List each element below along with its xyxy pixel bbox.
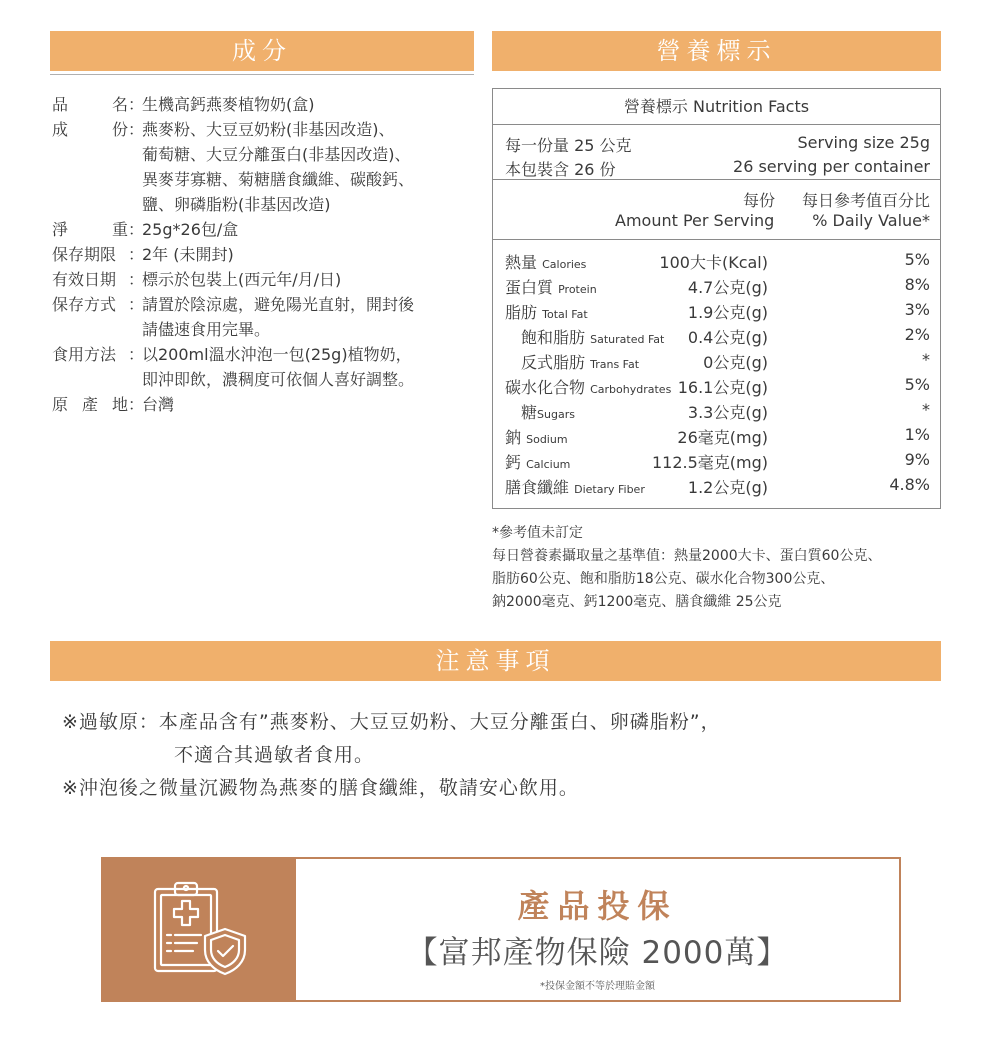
servings-en: 26 serving per container <box>733 157 930 176</box>
nutrient-name <box>505 375 671 398</box>
ingredient-value: 葡萄糖、大豆分離蛋白(非基因改造)、 <box>142 145 411 164</box>
nutrient-name-en: Calcium <box>526 458 571 471</box>
nutrient-amount: 100大卡(Kcal) <box>659 253 768 272</box>
notice-heading: 注意事項 <box>50 641 941 681</box>
nutrient-name-cn: 糖 <box>521 403 538 422</box>
nutrient-amount: 1.9公克(g) <box>687 303 768 322</box>
serving-info <box>493 125 940 180</box>
ingredient-row <box>52 392 472 417</box>
ingredient-row <box>52 217 472 242</box>
nutrient-name-en: Trans Fat <box>590 358 640 371</box>
ingredient-colon <box>128 192 142 217</box>
nutrient-name-cn: 熱量 <box>505 253 538 272</box>
nutrition-column-header <box>493 180 940 240</box>
nutrient-name-en: Calories <box>542 258 587 271</box>
ingredient-value: 台灣 <box>142 395 175 414</box>
ingredient-label: 成 份 <box>52 120 128 139</box>
nutrient-name-en: Dietary Fiber <box>574 483 645 496</box>
ingredient-colon: ： <box>128 245 145 264</box>
footnote-line: *參考值未訂定 <box>492 525 583 541</box>
nutrition-facts-title: 營養標示 Nutrition Facts <box>493 89 940 125</box>
nutrient-name-en: Total Fat <box>542 308 588 321</box>
sediment-notice: ※沖泡後之微量沉澱物為燕麥的膳食纖維，敬請安心飲用。 <box>62 777 579 799</box>
nutrient-name-cn: 鈣 <box>505 453 522 472</box>
ingredient-value: 請儘速食用完畢。 <box>142 320 271 339</box>
servings-cn: 本包裝含 26 份 <box>505 160 616 179</box>
nutrition-row <box>493 248 940 273</box>
nutrient-daily-value: 9% <box>904 450 930 469</box>
serving-size-en: Serving size 25g <box>797 133 930 152</box>
nutrient-name-en: Protein <box>558 283 597 296</box>
ingredient-label: 有效日期 <box>52 270 117 289</box>
nutrient-name-cn: 脂肪 <box>505 303 538 322</box>
ingredient-label <box>52 367 128 392</box>
insurance-title: 產品投保 <box>517 887 678 925</box>
ingredient-row <box>52 292 472 317</box>
ingredients-heading: 成分 <box>50 31 474 71</box>
ingredient-label: 保存期限 <box>52 245 117 264</box>
nutrient-name-cn: 蛋白質 <box>505 278 554 297</box>
footnote-line: 每日營養素攝取量之基準值：熱量2000大卡、蛋白質60公克、 <box>492 548 882 564</box>
nutrient-amount: 0.4公克(g) <box>687 328 768 347</box>
nutrition-row <box>493 423 940 448</box>
ingredient-row <box>52 342 472 367</box>
nutrient-amount: 1.2公克(g) <box>687 478 768 497</box>
ingredients-divider <box>50 74 474 75</box>
nutrient-daily-value: 3% <box>904 300 930 319</box>
ingredient-label <box>52 192 128 217</box>
nutrient-daily-value: 5% <box>904 375 930 394</box>
nutrition-rows <box>493 240 940 498</box>
ingredient-value: 燕麥粉、大豆豆奶粉(非基因改造)、 <box>142 120 395 139</box>
ingredient-label: 保存方式 <box>52 295 117 314</box>
insurance-box <box>101 857 901 1002</box>
insurance-icon-panel <box>103 859 296 1000</box>
nutrient-name-en: Carbohydrates <box>590 383 672 396</box>
ingredient-label: 淨 重 <box>52 220 128 239</box>
ingredients-list <box>52 92 472 417</box>
nutrient-daily-value: 1% <box>904 425 930 444</box>
nutrient-name <box>521 325 664 348</box>
nutrition-row <box>493 348 940 373</box>
serving-size-cn: 每一份量 25 公克 <box>505 136 632 155</box>
ingredient-row <box>52 242 472 267</box>
nutrient-amount: 26毫克(mg) <box>677 428 768 447</box>
nutrition-facts-table <box>492 88 941 509</box>
ingredient-value: 以200ml溫水沖泡一包(25g)植物奶， <box>142 345 412 364</box>
ingredient-value: 即沖即飲，濃稠度可依個人喜好調整。 <box>142 370 415 389</box>
nutrient-daily-value: 4.8% <box>889 475 930 494</box>
nutrient-name <box>505 275 597 298</box>
nutrient-name-en: Sodium <box>526 433 568 446</box>
ingredient-label: 食用方法 <box>52 345 117 364</box>
nutrient-name-cn: 鈉 <box>505 428 522 447</box>
daily-value-cn: 每日參考值百分比 <box>801 191 930 210</box>
nutrition-row <box>493 473 940 498</box>
nutrition-row <box>493 448 940 473</box>
nutrient-name-cn: 飽和脂肪 <box>521 328 586 347</box>
ingredient-row <box>52 317 472 342</box>
nutrient-daily-value: 8% <box>904 275 930 294</box>
ingredient-colon: ： <box>128 270 145 289</box>
nutrient-name <box>505 250 586 273</box>
ingredient-value: 異麥芽寡糖、菊糖膳食纖維、碳酸鈣、 <box>142 170 415 189</box>
ingredient-colon <box>128 167 142 192</box>
ingredient-value: 2年 (未開封) <box>142 245 234 264</box>
ingredient-colon: ： <box>128 345 145 364</box>
ingredient-colon <box>128 367 142 392</box>
ingredient-row <box>52 142 472 167</box>
ingredient-label: 原 產 地 <box>52 395 128 414</box>
ingredient-colon: ： <box>128 395 145 414</box>
ingredient-value: 生機高鈣燕麥植物奶(盒) <box>142 95 315 114</box>
nutrient-name-cn: 膳食纖維 <box>505 478 570 497</box>
nutrient-name-cn: 碳水化合物 <box>505 378 586 397</box>
ingredient-colon <box>128 142 142 167</box>
clipboard-shield-icon <box>149 877 253 981</box>
ingredient-colon: ： <box>128 295 145 314</box>
ingredient-colon: ： <box>128 95 145 114</box>
per-serving-cn: 每份 <box>743 191 776 210</box>
nutrient-daily-value: 2% <box>904 325 930 344</box>
ingredient-value: 25g*26包/盒 <box>142 220 239 239</box>
ingredient-row <box>52 167 472 192</box>
ingredient-row <box>52 117 472 142</box>
footnote-line: 鈉2000毫克、鈣1200毫克、膳食纖維 25公克 <box>492 594 782 610</box>
nutrition-row <box>493 373 940 398</box>
nutrient-amount: 3.3公克(g) <box>687 403 768 422</box>
nutrient-name-cn: 反式脂肪 <box>521 353 586 372</box>
ingredient-row <box>52 92 472 117</box>
nutrient-name <box>505 425 568 448</box>
ingredient-row <box>52 192 472 217</box>
allergen-notice-cont: 不適合其過敏者食用。 <box>174 744 375 766</box>
ingredient-colon <box>128 317 142 342</box>
ingredient-label <box>52 317 128 342</box>
ingredient-label <box>52 142 128 167</box>
nutrient-amount: 16.1公克(g) <box>677 378 768 397</box>
insurance-disclaimer: *投保金額不等於理賠金額 <box>540 981 655 992</box>
nutrition-row <box>493 273 940 298</box>
per-serving-en: Amount Per Serving <box>615 211 775 230</box>
nutrient-amount: 4.7公克(g) <box>687 278 768 297</box>
nutrient-amount: 112.5毫克(mg) <box>651 453 768 472</box>
nutrition-heading: 營養標示 <box>492 31 941 71</box>
ingredient-label: 品 名 <box>52 95 128 114</box>
nutrient-daily-value: * <box>922 400 930 419</box>
nutrient-name-en: Sugars <box>537 408 575 421</box>
nutrition-row <box>493 298 940 323</box>
nutrition-row <box>493 323 940 348</box>
notice-text <box>62 706 932 805</box>
nutrient-name <box>521 350 639 373</box>
ingredient-colon: ： <box>128 120 145 139</box>
nutrient-name <box>521 400 575 423</box>
ingredient-row <box>52 267 472 292</box>
nutrition-row <box>493 398 940 423</box>
nutrient-name-en: Saturated Fat <box>590 333 665 346</box>
footnote-line: 脂肪60公克、飽和脂肪18公克、碳水化合物300公克、 <box>492 571 835 587</box>
ingredient-colon: ： <box>128 220 145 239</box>
allergen-notice: ※過敏原：本產品含有”燕麥粉、大豆豆奶粉、大豆分離蛋白、卵磷脂粉”， <box>62 711 721 733</box>
nutrient-name <box>505 475 645 498</box>
daily-value-en: % Daily Value* <box>812 211 930 230</box>
insurance-amount: 【富邦產物保險 2000萬】 <box>406 935 789 971</box>
nutrient-amount: 0公克(g) <box>703 353 768 372</box>
nutrient-daily-value: * <box>922 350 930 369</box>
ingredient-value: 標示於包裝上(西元年/月/日) <box>142 270 342 289</box>
nutrition-footnote <box>492 522 941 614</box>
ingredient-label <box>52 167 128 192</box>
nutrient-name <box>505 300 588 323</box>
ingredient-value: 鹽、卵磷脂粉(非基因改造) <box>142 195 331 214</box>
nutrient-name <box>505 450 570 473</box>
ingredient-value: 請置於陰涼處，避免陽光直射，開封後 <box>142 295 415 314</box>
nutrient-daily-value: 5% <box>904 250 930 269</box>
ingredient-row <box>52 367 472 392</box>
